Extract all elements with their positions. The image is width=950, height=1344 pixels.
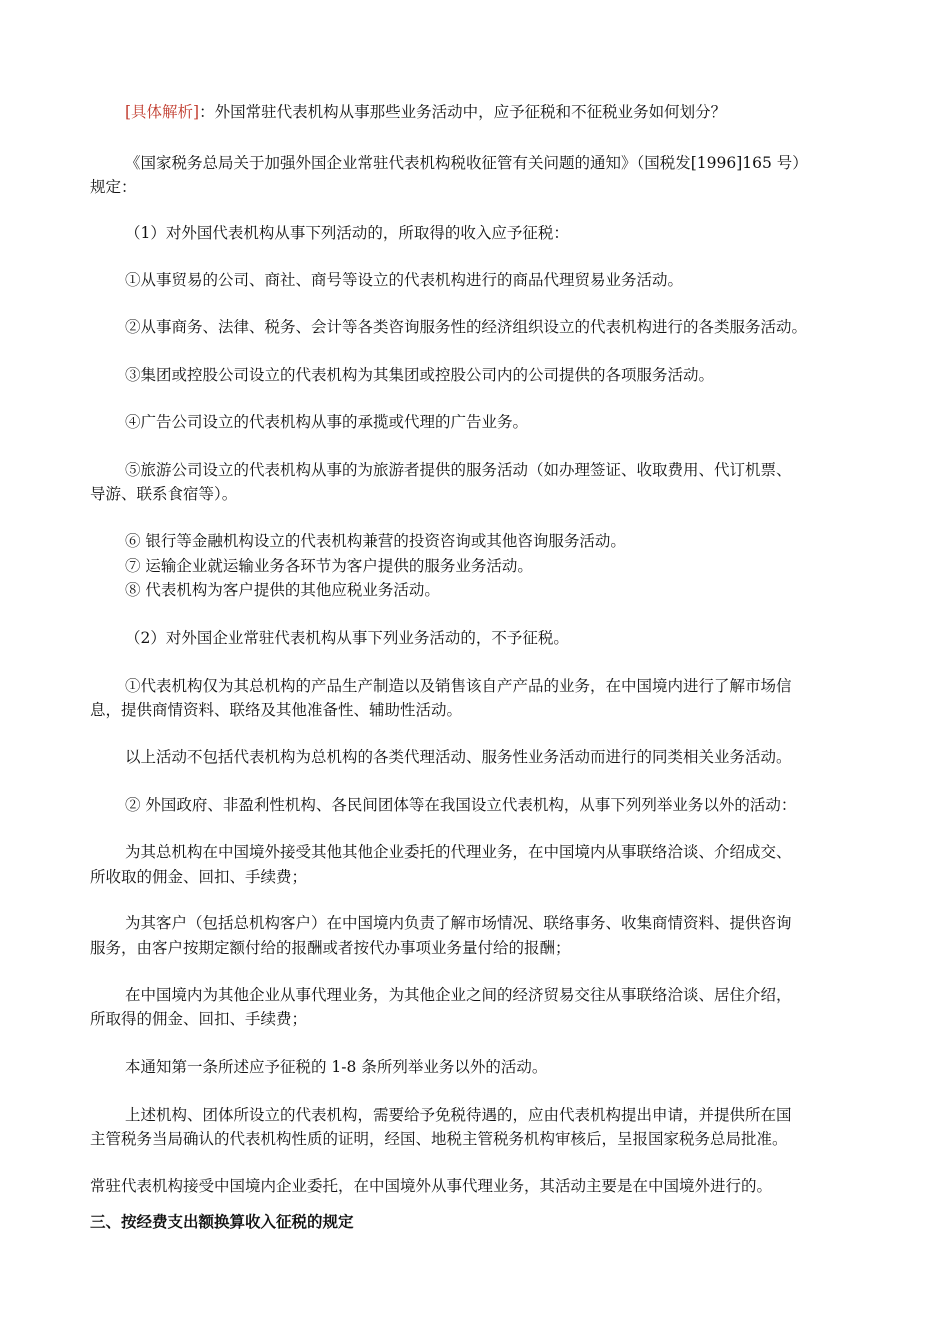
intro-text: ：外国常驻代表机构从事那些业务活动中，应予征税和不征税业务如何划分？ [199, 103, 727, 121]
intro-paragraph [125, 100, 900, 124]
section-3-heading: 三、按经费支出额换算收入征税的规定 [90, 1213, 354, 1231]
section-1-title: （1）对外国代表机构从事下列活动的，所取得的收入应予征税： [125, 224, 569, 242]
section-1-item-4: ④广告公司设立的代表机构从事的承揽或代理的广告业务。 [125, 413, 529, 431]
notice-line-2: 规定： [90, 178, 137, 196]
section-1-item-5-line-1: ⑤旅游公司设立的代表机构从事的为旅游者提供的服务活动（如办理签证、收取费用、代订机票、 [125, 461, 792, 479]
section-1-item-6: ⑥ 银行等金融机构设立的代表机构兼营的投资咨询或其他咨询服务活动。 [125, 532, 626, 550]
paragraph-d: 本通知第一条所述应予征税的 1-8 条所列举业务以外的活动。 [125, 1058, 548, 1076]
paragraph-e-line-2: 主管税务当局确认的代表机构性质的证明，经国、地税主管税务机构审核后，呈报国家税务总局批准。 [90, 1130, 788, 1148]
section-2-item-2: ② 外国政府、非盈利性机构、各民间团体等在我国设立代表机构，从事下列列举业务以外的活动： [125, 796, 797, 814]
section-1-item-1: ①从事贸易的公司、商社、商号等设立的代表机构进行的商品代理贸易业务活动。 [125, 271, 684, 289]
section-2-note: 以上活动不包括代表机构为总机构的各类代理活动、服务性业务活动而进行的同类相关业务活动。 [125, 748, 792, 766]
paragraph-a-line-1: 为其总机构在中国境外接受其他其他企业委托的代理业务，在中国境内从事联络洽谈、介绍成交、 [125, 843, 792, 861]
paragraph-c-line-1: 在中国境内为其他企业从事代理业务，为其他企业之间的经济贸易交往从事联络洽谈、居住介绍， [125, 986, 792, 1004]
section-1-item-2: ②从事商务、法律、税务、会计等各类咨询服务性的经济组织设立的代表机构进行的各类服务活动。 [125, 318, 808, 336]
section-1-item-5-line-2: 导游、联系食宿等）。 [90, 485, 238, 503]
section-2-item-1-line-2: 息，提供商情资料、联络及其他准备性、辅助性活动。 [90, 701, 463, 719]
section-1-item-7: ⑦ 运输企业就运输业务各环节为客户提供的服务业务活动。 [125, 557, 533, 575]
paragraph-b-line-1: 为其客户（包括总机构客户）在中国境内负责了解市场情况、联络事务、收集商情资料、提供咨询 [125, 914, 792, 932]
section-1-item-3: ③集团或控股公司设立的代表机构为其集团或控股公司内的公司提供的各项服务活动。 [125, 366, 715, 384]
paragraph-b-line-2: 服务，由客户按期定额付给的报酬或者按代办事项业务量付给的报酬； [90, 939, 571, 957]
paragraph-f: 常驻代表机构接受中国境内企业委托，在中国境外从事代理业务，其活动主要是在中国境外进行的。 [90, 1177, 773, 1195]
notice-line-1: 《国家税务总局关于加强外国企业常驻代表机构税收征管有关问题的通知》（国税发[1996]165 号） [125, 154, 808, 172]
paragraph-c-line-2: 所取得的佣金、回扣、手续费； [90, 1010, 308, 1028]
section-2-item-1-line-1: ①代表机构仅为其总机构的产品生产制造以及销售该自产产品的业务，在中国境内进行了解市场信 [125, 677, 792, 695]
section-2-title: （2）对外国企业常驻代表机构从事下列业务活动的，不予征税。 [125, 629, 569, 647]
paragraph-a-line-2: 所收取的佣金、回扣、手续费； [90, 868, 308, 886]
intro-label: [具体解析] [125, 103, 200, 121]
paragraph-e-line-1: 上述机构、团体所设立的代表机构，需要给予免税待遇的，应由代表机构提出申请，并提供所在国 [125, 1106, 792, 1124]
section-1-item-8: ⑧ 代表机构为客户提供的其他应税业务活动。 [125, 581, 440, 599]
